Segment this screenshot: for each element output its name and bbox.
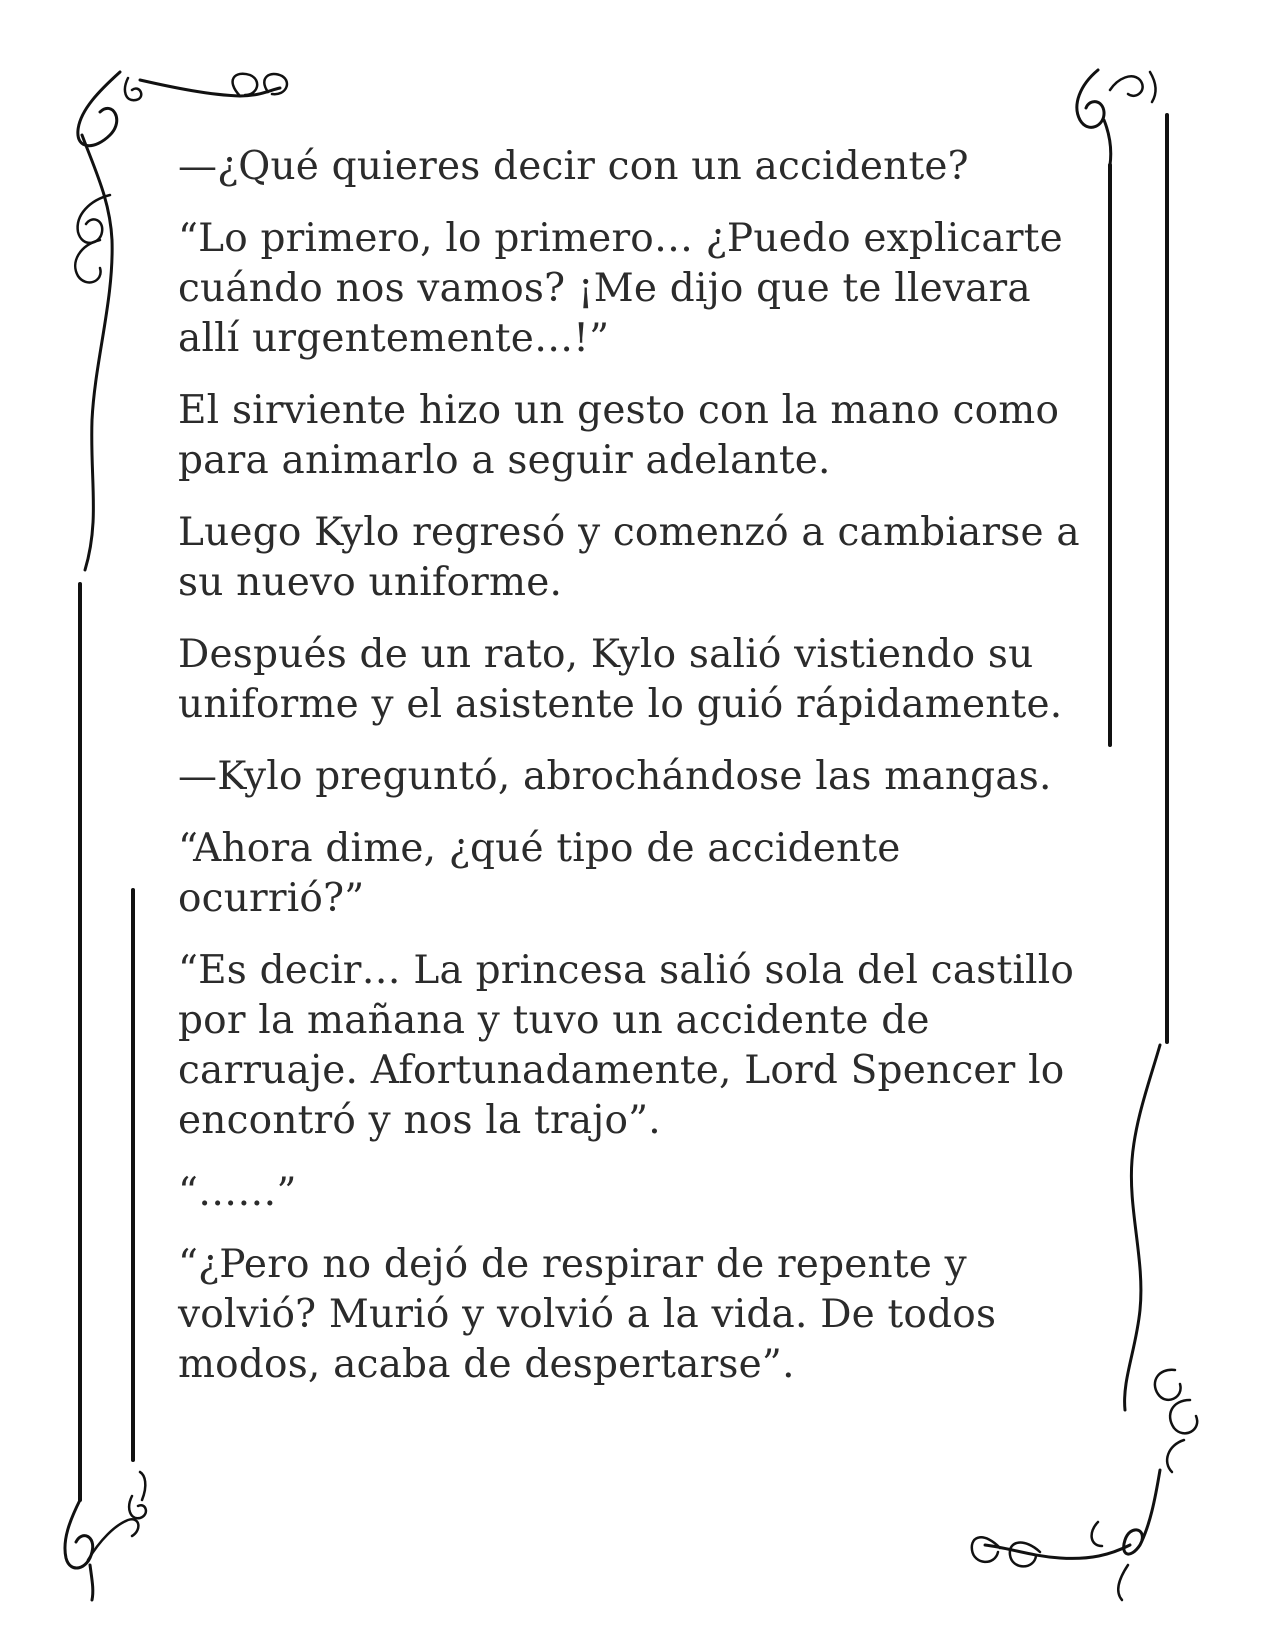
paragraph: Luego Kylo regresó y comenzó a cambiarse a su nuevo uniforme. [178, 510, 1080, 605]
paragraph: “……” [178, 1170, 297, 1215]
paragraph: “Ahora dime, ¿qué tipo de accidente ocurrió?” [178, 826, 901, 921]
right-wavy-flourish [1125, 1045, 1198, 1472]
bottom-left-flourish [65, 1472, 146, 1600]
paragraph: “Es decir… La princesa salió sola del castillo por la mañana y tuvo un accidente de carruaje. Afortunadamente, Lord Spencer lo encontró y nos la trajo”. [178, 948, 1075, 1143]
paragraph: —Kylo preguntó, abrochándose las mangas. [178, 754, 1052, 799]
paragraph: El sirviente hizo un gesto con la mano como para animarlo a seguir adelante. [178, 388, 1060, 483]
paragraph: Después de un rato, Kylo salió vistiendo su uniforme y el asistente lo guió rápidamente. [178, 632, 1063, 727]
bottom-right-flourish [972, 1470, 1160, 1600]
paragraph: “Lo primero, lo primero… ¿Puedo explicarte cuándo nos vamos? ¡Me dijo que te llevara allí urgentemente…!” [178, 216, 1063, 361]
paragraph: “¿Pero no dejó de respirar de repente y volvió? Murió y volvió a la vida. De todos modos, acaba de despertarse”. [178, 1242, 997, 1387]
paragraph: —¿Qué quieres decir con un accidente? [178, 144, 969, 189]
page-text [178, 142, 1098, 1412]
